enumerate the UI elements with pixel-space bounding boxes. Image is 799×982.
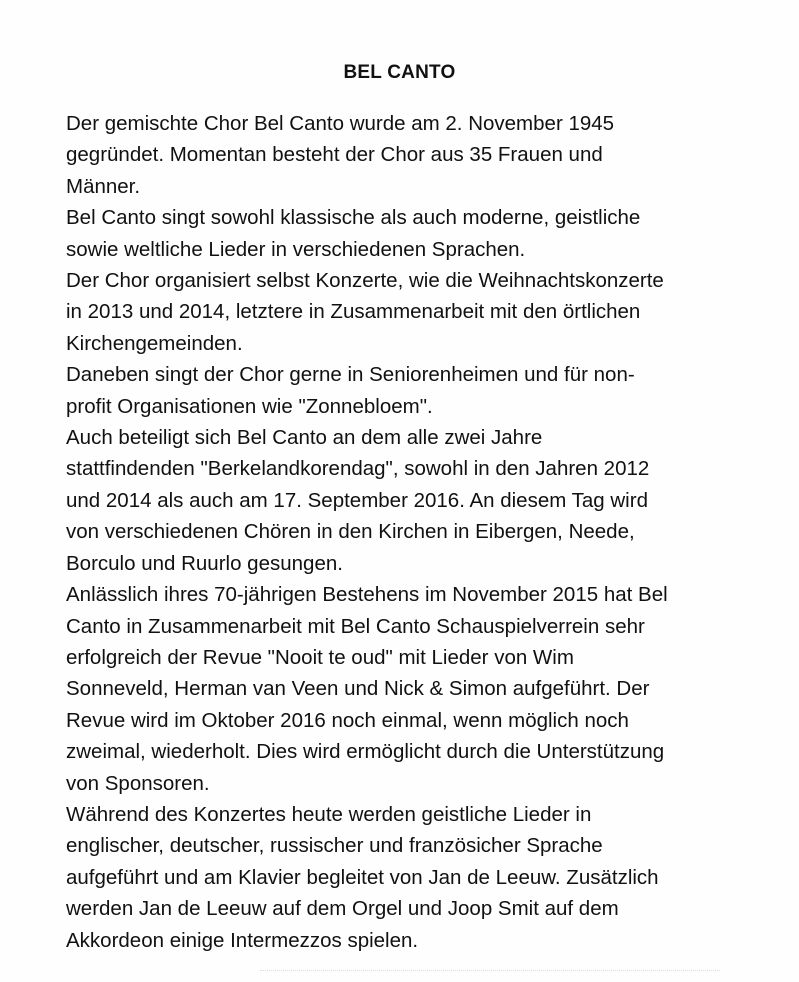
body-line: von Sponsoren. (66, 771, 210, 795)
body-line: Der gemischte Chor Bel Canto wurde am 2. November 1945 (66, 112, 615, 135)
body-line: profit Organisationen wie "Zonnebloem". (66, 394, 433, 418)
body-line: von verschiedenen Chören in den Kirchen in Eibergen, Neede, (66, 520, 635, 544)
body-line: stattfindenden "Berkelandkorendag", sowohl in den Jahren 2012 (66, 457, 650, 481)
body-line: Borculo und Ruurlo gesungen. (66, 551, 343, 575)
body-line: Revue wird im Oktober 2016 noch einmal, wenn möglich noch (66, 708, 629, 732)
body-line: Männer. (66, 174, 141, 198)
body-line: sowie weltliche Lieder in verschiedenen Sprachen. (66, 237, 526, 261)
body-line: Der Chor organisiert selbst Konzerte, wie die Weihnachtskonzerte (66, 269, 664, 293)
body-line: Akkordeon einige Intermezzos spielen. (66, 928, 419, 952)
body-line: Canto in Zusammenarbeit mit Bel Canto Schauspielverrein sehr (66, 614, 645, 638)
body-line: Sonneveld, Herman van Veen und Nick & Simon aufgeführt. Der (66, 677, 650, 701)
body-line: englischer, deutscher, russischer und französicher Sprache (66, 834, 603, 858)
body-line: Bel Canto singt sowohl klassische als auch moderne, geistliche (66, 206, 641, 230)
document-body (66, 108, 766, 956)
body-line: werden Jan de Leeuw auf dem Orgel und Joop Smit auf dem (66, 897, 619, 921)
body-line: Auch beteiligt sich Bel Canto an dem alle zwei Jahre (66, 426, 543, 450)
body-line: und 2014 als auch am 17. September 2016. An diesem Tag wird (66, 488, 648, 512)
document-title: BEL CANTO (343, 62, 456, 83)
body-line: Kirchengemeinden. (66, 331, 243, 355)
body-line: Daneben singt der Chor gerne in Seniorenheimen und für non- (66, 363, 635, 387)
body-line: gegründet. Momentan besteht der Chor aus 35 Frauen und (66, 143, 603, 167)
scan-edge-artifact (260, 970, 720, 977)
body-line: aufgeführt und am Klavier begleitet von Jan de Leeuw. Zusätzlich (66, 865, 659, 889)
body-line: erfolgreich der Revue "Nooit te oud" mit Lieder von Wim (66, 645, 574, 669)
body-line: Anlässlich ihres 70-jährigen Bestehens im November 2015 hat Bel (66, 583, 668, 607)
body-line: zweimal, wiederholt. Dies wird ermöglicht durch die Unterstützung (66, 740, 665, 764)
body-line: Während des Konzertes heute werden geistliche Lieder in (66, 802, 592, 826)
body-line: in 2013 und 2014, letztere in Zusammenarbeit mit den örtlichen (66, 300, 641, 324)
